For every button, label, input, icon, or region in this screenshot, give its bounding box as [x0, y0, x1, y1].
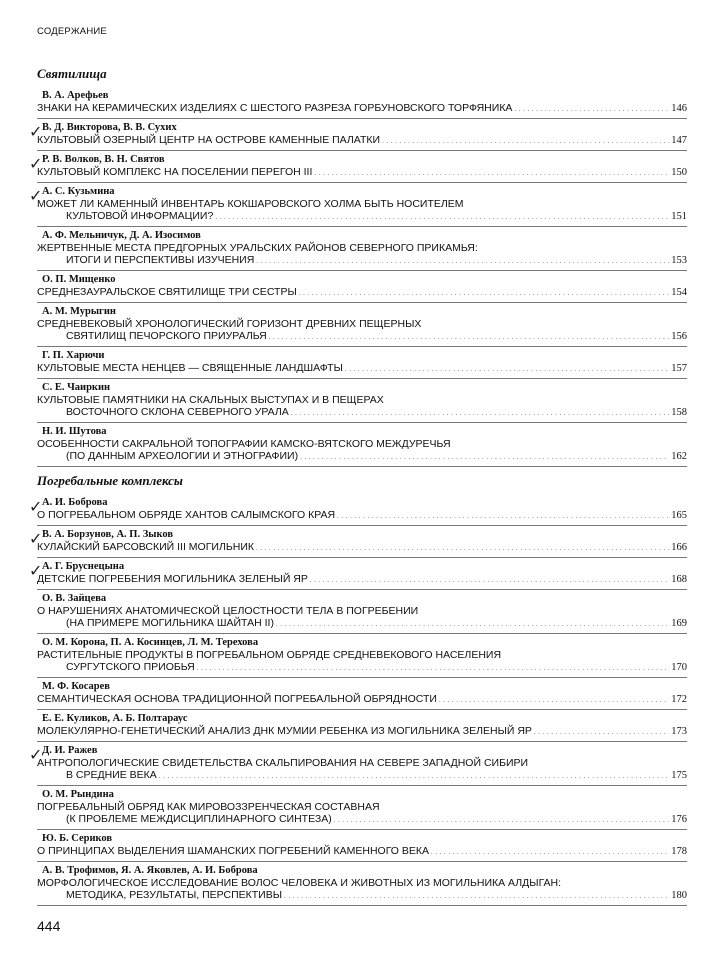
entry-title-row	[37, 102, 687, 116]
dot-leader	[345, 362, 669, 376]
toc-entry[interactable]	[29, 494, 687, 526]
entry-page-number: 180	[671, 890, 687, 901]
section-title: Погребальные комплексы	[37, 473, 183, 488]
entry-page-number: 175	[671, 770, 687, 781]
entry-title-row	[37, 889, 687, 903]
dot-leader	[334, 813, 670, 827]
entry-page-number: 150	[671, 167, 687, 178]
entry-title: АНТРОПОЛОГИЧЕСКИЕ СВИДЕТЕЛЬСТВА СКАЛЬПИРОВАНИЯ НА СЕВЕРЕ ЗАПАДНОЙ СИБИРИ	[37, 757, 529, 769]
entry-title-row	[37, 406, 687, 420]
section-title: Святилища	[37, 66, 107, 81]
entry-title-row	[37, 438, 687, 450]
entry-title-row	[37, 877, 687, 889]
entry-authors: О. М. Корона, П. А. Косинцев, Л. М. Терехова	[42, 637, 259, 648]
entry-title-row	[37, 318, 687, 330]
toc-entry[interactable]	[29, 151, 687, 183]
entry-page-number: 157	[671, 363, 687, 374]
toc-entry[interactable]	[37, 786, 687, 830]
entry-page-number: 147	[671, 135, 687, 146]
dot-leader	[314, 166, 669, 180]
toc-entry[interactable]	[29, 526, 687, 558]
toc-entry[interactable]	[37, 830, 687, 862]
entry-authors: О. В. Зайцева	[42, 593, 107, 604]
entry-title-row	[37, 649, 687, 661]
toc-entry[interactable]	[37, 423, 687, 467]
dot-leader	[215, 210, 669, 224]
entry-title: КУЛЬТОВОЙ ИНФОРМАЦИИ?	[66, 210, 214, 222]
entry-title-row	[37, 394, 687, 406]
entry-authors: Е. Е. Куликов, А. Б. Полтараус	[42, 713, 188, 724]
entry-title: ЗНАКИ НА КЕРАМИЧЕСКИХ ИЗДЕЛИЯХ С ШЕСТОГО РАЗРЕЗА ГОРБУНОВСКОГО ТОРФЯНИКА	[37, 102, 513, 114]
entry-title-row	[37, 286, 687, 300]
entry-title: (К ПРОБЛЕМЕ МЕЖДИСЦИПЛИНАРНОГО СИНТЕЗА)	[66, 813, 332, 825]
entry-title-row	[37, 573, 687, 587]
entry-title: ВОСТОЧНОГО СКЛОНА СЕВЕРНОГО УРАЛА	[66, 406, 289, 418]
entry-authors: В. А. Арефьев	[42, 90, 109, 101]
entry-page-number: 170	[671, 662, 687, 673]
entry-title: (НА ПРИМЕРЕ МОГИЛЬНИКА ШАЙТАН II)	[66, 617, 274, 629]
entry-title: РАСТИТЕЛЬНЫЕ ПРОДУКТЫ В ПОГРЕБАЛЬНОМ ОБРЯДЕ СРЕДНЕВЕКОВОГО НАСЕЛЕНИЯ	[37, 649, 502, 661]
toc-section	[29, 473, 687, 906]
entry-title-row	[37, 210, 687, 224]
dot-leader	[256, 254, 669, 268]
dot-leader	[310, 573, 669, 587]
toc-entry[interactable]	[37, 227, 687, 271]
entry-title: О ПРИНЦИПАХ ВЫДЕЛЕНИЯ ШАМАНСКИХ ПОГРЕБЕНИЙ КАМЕННОГО ВЕКА	[37, 845, 430, 857]
entry-authors: Г. П. Харючи	[42, 350, 105, 361]
entry-page-number: 165	[671, 510, 687, 521]
entry-title: МЕТОДИКА, РЕЗУЛЬТАТЫ, ПЕРСПЕКТИВЫ	[66, 889, 283, 901]
entry-authors: В. А. Борзунов, А. П. Зыков	[42, 529, 174, 540]
entry-authors: А. С. Кузьмина	[42, 186, 115, 197]
entry-page-number: 156	[671, 331, 687, 342]
running-head: СОДЕРЖАНИЕ	[37, 26, 107, 37]
entry-authors: С. Е. Чаиркин	[42, 382, 111, 393]
dot-leader	[256, 541, 669, 555]
entry-page-number: 154	[671, 287, 687, 298]
entry-page-number: 166	[671, 542, 687, 553]
entry-authors: Д. И. Ражев	[42, 745, 98, 756]
entry-title-row	[37, 605, 687, 617]
entry-title-row	[37, 845, 687, 859]
table-of-contents	[29, 66, 687, 909]
entry-title-row	[37, 330, 687, 344]
entry-authors: О. М. Рындина	[42, 789, 114, 800]
dot-leader	[269, 330, 670, 344]
entry-title-row	[37, 757, 687, 769]
entry-page-number: 176	[671, 814, 687, 825]
entry-title: КУЛЬТОВЫЙ КОМПЛЕКС НА ПОСЕЛЕНИИ ПЕРЕГОН III	[37, 166, 313, 178]
entry-page-number: 173	[671, 726, 687, 737]
entry-title: (ПО ДАННЫМ АРХЕОЛОГИИ И ЭТНОГРАФИИ)	[66, 450, 299, 462]
toc-entry[interactable]	[29, 742, 687, 786]
toc-entry[interactable]	[37, 710, 687, 742]
entry-authors: А. В. Трофимов, Я. А. Яковлев, А. И. Боброва	[42, 865, 258, 876]
entry-authors: А. Г. Бруснецына	[42, 561, 125, 572]
dot-leader	[431, 845, 669, 859]
entry-title: В СРЕДНИЕ ВЕКА	[66, 769, 157, 781]
dot-leader	[299, 286, 669, 300]
entry-title-row	[37, 134, 687, 148]
toc-entry[interactable]	[29, 119, 687, 151]
toc-entry[interactable]	[29, 558, 687, 590]
entry-title: ИТОГИ И ПЕРСПЕКТИВЫ ИЗУЧЕНИЯ	[66, 254, 255, 266]
entry-title: О ПОГРЕБАЛЬНОМ ОБРЯДЕ ХАНТОВ САЛЫМСКОГО КРАЯ	[37, 509, 336, 521]
toc-entry[interactable]	[37, 87, 687, 119]
entry-title-row	[37, 198, 687, 210]
toc-entry[interactable]	[37, 271, 687, 303]
entry-title-row	[37, 769, 687, 783]
entry-title-row	[37, 254, 687, 268]
toc-entry[interactable]	[29, 183, 687, 227]
entry-page-number: 169	[671, 618, 687, 629]
dot-leader	[159, 769, 669, 783]
toc-entry[interactable]	[37, 379, 687, 423]
entry-authors: Н. И. Шутова	[42, 426, 107, 437]
entry-authors: Ю. Б. Сериков	[42, 833, 113, 844]
entry-title: ДЕТСКИЕ ПОГРЕБЕНИЯ МОГИЛЬНИКА ЗЕЛЕНЫЙ ЯР	[37, 573, 308, 585]
entry-page-number: 153	[671, 255, 687, 266]
dot-leader	[337, 509, 669, 523]
check-mark-icon: ✓	[29, 186, 43, 205]
dot-leader	[197, 661, 669, 675]
entry-title: О НАРУШЕНИЯХ АНАТОМИЧЕСКОЙ ЦЕЛОСТНОСТИ ТЕЛА В ПОГРЕБЕНИИ	[37, 605, 419, 617]
entry-title: СУРГУТСКОГО ПРИОБЬЯ	[66, 661, 195, 673]
entry-title: КУЛЬТОВЫЕ ПАМЯТНИКИ НА СКАЛЬНЫХ ВЫСТУПАХ И В ПЕЩЕРАХ	[37, 394, 384, 406]
dot-leader	[284, 889, 669, 903]
entry-title: КУЛАЙСКИЙ БАРСОВСКИЙ III МОГИЛЬНИК	[37, 541, 254, 553]
entry-authors: А. Ф. Мельничук, Д. А. Изосимов	[42, 230, 201, 241]
dot-leader	[439, 693, 669, 707]
check-mark-icon: ✓	[29, 561, 43, 580]
entry-authors: А. М. Мурыгин	[42, 306, 116, 317]
entry-title: ЖЕРТВЕННЫЕ МЕСТА ПРЕДГОРНЫХ УРАЛЬСКИХ РАЙОНОВ СЕВЕРНОГО ПРИКАМЬЯ:	[37, 242, 478, 254]
entry-title: СЕМАНТИЧЕСКАЯ ОСНОВА ТРАДИЦИОННОЙ ПОГРЕБАЛЬНОЙ ОБРЯДНОСТИ	[37, 693, 437, 705]
dot-leader	[300, 450, 669, 464]
entry-page-number: 151	[671, 211, 687, 222]
entry-page-number: 162	[671, 451, 687, 462]
page-number: 444	[37, 918, 61, 934]
entry-page-number: 178	[671, 846, 687, 857]
entry-title: МОРФОЛОГИЧЕСКОЕ ИССЛЕДОВАНИЕ ВОЛОС ЧЕЛОВЕКА И ЖИВОТНЫХ ИЗ МОГИЛЬНИКА АЛДЫГАН:	[37, 877, 562, 889]
entry-title: КУЛЬТОВЫЙ ОЗЕРНЫЙ ЦЕНТР НА ОСТРОВЕ КАМЕННЫЕ ПАЛАТКИ	[37, 134, 381, 146]
entry-title-row	[37, 725, 687, 739]
toc-entry[interactable]	[37, 590, 687, 634]
entry-title-row	[37, 541, 687, 555]
toc-entry[interactable]	[37, 303, 687, 347]
entry-authors: Р. В. Волков, В. Н. Святов	[42, 154, 165, 165]
entry-title-row	[37, 661, 687, 675]
entry-page-number: 146	[671, 103, 687, 114]
entry-title: ПОГРЕБАЛЬНЫЙ ОБРЯД КАК МИРОВОЗЗРЕНЧЕСКАЯ СОСТАВНАЯ	[37, 801, 380, 813]
entry-title-row	[37, 362, 687, 376]
entry-title: СВЯТИЛИЩ ПЕЧОРСКОГО ПРИУРАЛЬЯ	[66, 330, 267, 342]
entry-title: ОСОБЕННОСТИ САКРАЛЬНОЙ ТОПОГРАФИИ КАМСКО-ВЯТСКОГО МЕЖДУРЕЧЬЯ	[37, 438, 451, 450]
toc-entry[interactable]	[37, 678, 687, 710]
entry-title: МОЛЕКУЛЯРНО-ГЕНЕТИЧЕСКИЙ АНАЛИЗ ДНК МУМИИ РЕБЕНКА ИЗ МОГИЛЬНИКА ЗЕЛЕНЫЙ ЯР	[37, 725, 532, 737]
entry-title-row	[37, 693, 687, 707]
entry-title-row	[37, 242, 687, 254]
entry-title-row	[37, 450, 687, 464]
toc-entry[interactable]	[37, 862, 687, 906]
check-mark-icon: ✓	[29, 154, 43, 173]
entry-authors: М. Ф. Косарев	[42, 681, 110, 692]
entry-title: СРЕДНЕЗАУРАЛЬСКОЕ СВЯТИЛИЩЕ ТРИ СЕСТРЫ	[37, 286, 297, 298]
toc-entry[interactable]	[37, 634, 687, 678]
dot-leader	[291, 406, 669, 420]
dot-leader	[534, 725, 669, 739]
entry-page-number: 168	[671, 574, 687, 585]
check-mark-icon: ✓	[29, 529, 43, 548]
toc-entry[interactable]	[37, 347, 687, 379]
entry-title-row	[37, 801, 687, 813]
dot-leader	[276, 617, 669, 631]
dot-leader	[514, 102, 669, 116]
toc-section	[29, 66, 687, 467]
entry-title-row	[37, 617, 687, 631]
check-mark-icon: ✓	[29, 745, 43, 764]
entry-title-row	[37, 509, 687, 523]
entry-title-row	[37, 813, 687, 827]
entry-authors: В. Д. Викторова, В. В. Сухих	[42, 122, 177, 133]
entry-authors: А. И. Боброва	[42, 497, 108, 508]
check-mark-icon: ✓	[29, 122, 43, 141]
entry-title-row	[37, 166, 687, 180]
entry-page-number: 172	[671, 694, 687, 705]
check-mark-icon: ✓	[29, 497, 43, 516]
entry-title: МОЖЕТ ЛИ КАМЕННЫЙ ИНВЕНТАРЬ КОКШАРОВСКОГО ХОЛМА БЫТЬ НОСИТЕЛЕМ	[37, 198, 464, 210]
entry-title: КУЛЬТОВЫЕ МЕСТА НЕНЦЕВ — СВЯЩЕННЫЕ ЛАНДШАФТЫ	[37, 362, 343, 374]
entry-page-number: 158	[671, 407, 687, 418]
dot-leader	[382, 134, 669, 148]
entry-authors: О. П. Мищенко	[42, 274, 116, 285]
entry-title: СРЕДНЕВЕКОВЫЙ ХРОНОЛОГИЧЕСКИЙ ГОРИЗОНТ ДРЕВНИХ ПЕЩЕРНЫХ	[37, 318, 422, 330]
